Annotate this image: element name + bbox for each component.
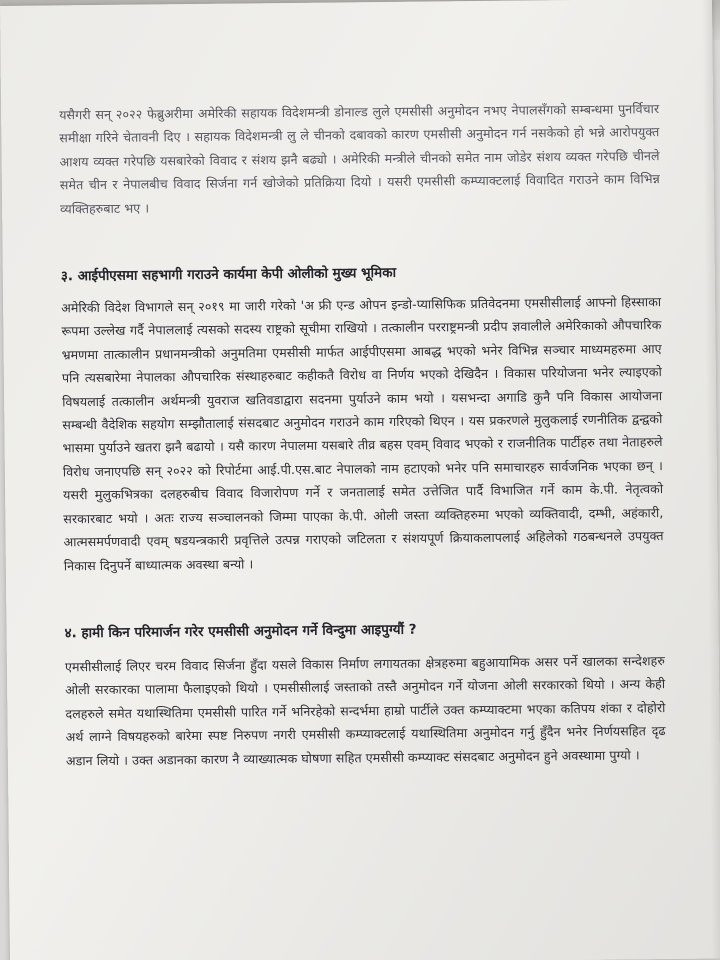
paragraph-mcc-controversy: यसैगरी सन् २०२२ फेब्रुअरीमा अमेरिकी सहायक विदेशमन्त्री डोनाल्ड लुले एमसीसी अनुमोदन नभए नेपालसँगको सम्बन्धमा पुनर्विचार समीक्षा गरिने चेतावनी दिए । सहायक विदेशमन्त्री लु ले चीनको दबावको कारण एमसीसी अनुमोदन गर्न नसकेको हो भन्ने आरोपयुक्त आशय व्यक्त गरेपछि यसबारेको विवाद र संशय झनै बढ्यो । अमेरिकी मन्त्रीले चीनको समेत नाम जोडेर संशय व्यक्त गरेपछि चीनले समेत चीन र नेपालबीच विवाद सिर्जना गर्न खोजेको प्रतिक्रिया दियो । यसरी एमसीसी कम्प्याक्टलाई विवादित गराउने काम विभिन्न व्यक्तिहरुबाट भए । <box>59 101 660 217</box>
paragraph-mcc-approval: एमसीसीलाई लिएर चरम विवाद सिर्जना हुँदा यसले विकास निर्माण लगायतका क्षेत्रहरुमा बहुआयामिक असर पर्ने खालका सन्देशहरु ओली सरकारका पालामा फैलाइएको थियो । एमसीसीलाई जस्ताको तस्तै अनुमोदन गर्ने योजना ओली सरकारको थियो । अन्य केही दलहरुले समेत यथास्थितिमा एमसीसी पारित गर्ने भनिरहेको सन्दर्भमा हाम्रो पार्टीले उक्त कम्प्याक्टमा भएका कतिपय शंका र दोहोरो अर्थ लाग्ने विषयहरुको बारेमा स्पष्ट निरुपण नगरी एमसीसी कम्प्याक्टलाई यथास्थितिमा अनुमोदन गर्नु हुँदैन भनेर निर्णयसहित दृढ अडान लियो । उक्त अडानका कारण नै व्याख्यात्मक घोषणा सहित एमसीसी कम्प्याक्ट संसदबाट अनुमोदन हुने अवस्थामा पुग्यो । <box>64 652 666 768</box>
paragraph-ips-role: अमेरिकी विदेश विभागले सन् २०१९ मा जारी गरेको 'अ फ्री एन्ड ओपन इन्डो-प्यासिफिक प्रतिवेदनमा एमसीसीलाई आफ्नो हिस्साका रूपमा उल्लेख गर्दै नेपाललाई त्यसको सदस्य राष्ट्रको सूचीमा राखियो । तत्कालीन परराष्ट्रमन्त्री प्रदीप ज्ञवालीले अमेरिकाको औपचारिक भ्रमणमा तात्कालीन प्रधानमन्त्रीको अनुमतिमा एमसीसी मार्फत आईपीएसमा आबद्ध भएको भनेर विभिन्न सञ्चार माध्यमहरुमा आए पनि त्यसबारेमा नेपालका औपचारिक संस्थाहरुबाट कहीकतै विरोध वा निर्णय भएको देखिदैन । विकास परियोजना भनेर ल्याइएको विषयलाई तत्कालीन अर्थमन्त्री युवराज खतिवडाद्वारा सदनमा पुर्याउने काम भयो । यसभन्दा अगाडि कुनै पनि विकास आयोजना सम्बन्धी वैदेशिक सहयोग सम्झौतालाई संसदबाट अनुमोदन गराउने काम गरिएको थिएन । यस प्रकरणले मुलुकलाई रणनीतिक द्वन्द्वको भासमा पुर्याउने खतरा झनै बढायो । यसै कारण नेपालमा यसबारे तीव्र बहस एवम् विवाद भएको र राजनीतिक पार्टीहरु तथा नेताहरुले विरोध जनाएपछि सन् २०२२ को रिपोर्टमा आई.पी.एस.बाट नेपालको नाम हटाएको भनेर पनि समाचारहरु सार्वजनिक भएका छन् । यसरी मुलुकभित्रका दलहरुबीच विवाद विजारोपण गर्ने र जनतालाई समेत उत्तेजित पार्दै विभाजित गर्ने काम के.पी. नेतृत्वको सरकारबाट भयो । अतः राज्य सञ्चालनको जिम्मा पाएका के.पी. ओली जस्ता व्यक्तिहरुमा भएको व्यक्तिवादी, दम्भी, अहंकारी, आत्मसमर्पणवादी एवम् षडयन्त्रकारी प्रवृत्तिले उत्पन्न गराएको जटिलता र संशयपूर्ण क्रियाकलापलाई अहिलेको गठबन्धनले उपयुक्त निकास दिनुपर्ने बाध्यात्मक अवस्था बन्यो । <box>61 294 664 573</box>
section-heading-4: ४. हामी किन परिमार्जन गरेर एमसीसी अनुमोदन गर्ने विन्दुमा आइपुग्यौं ? <box>64 621 417 642</box>
document-content <box>59 97 666 772</box>
section-heading-3: ३. आईपीएसमा सहभागी गराउने कार्यमा केपी ओलीको मुख्य भूमिका <box>60 264 397 285</box>
page-edge-shadow <box>702 0 720 959</box>
